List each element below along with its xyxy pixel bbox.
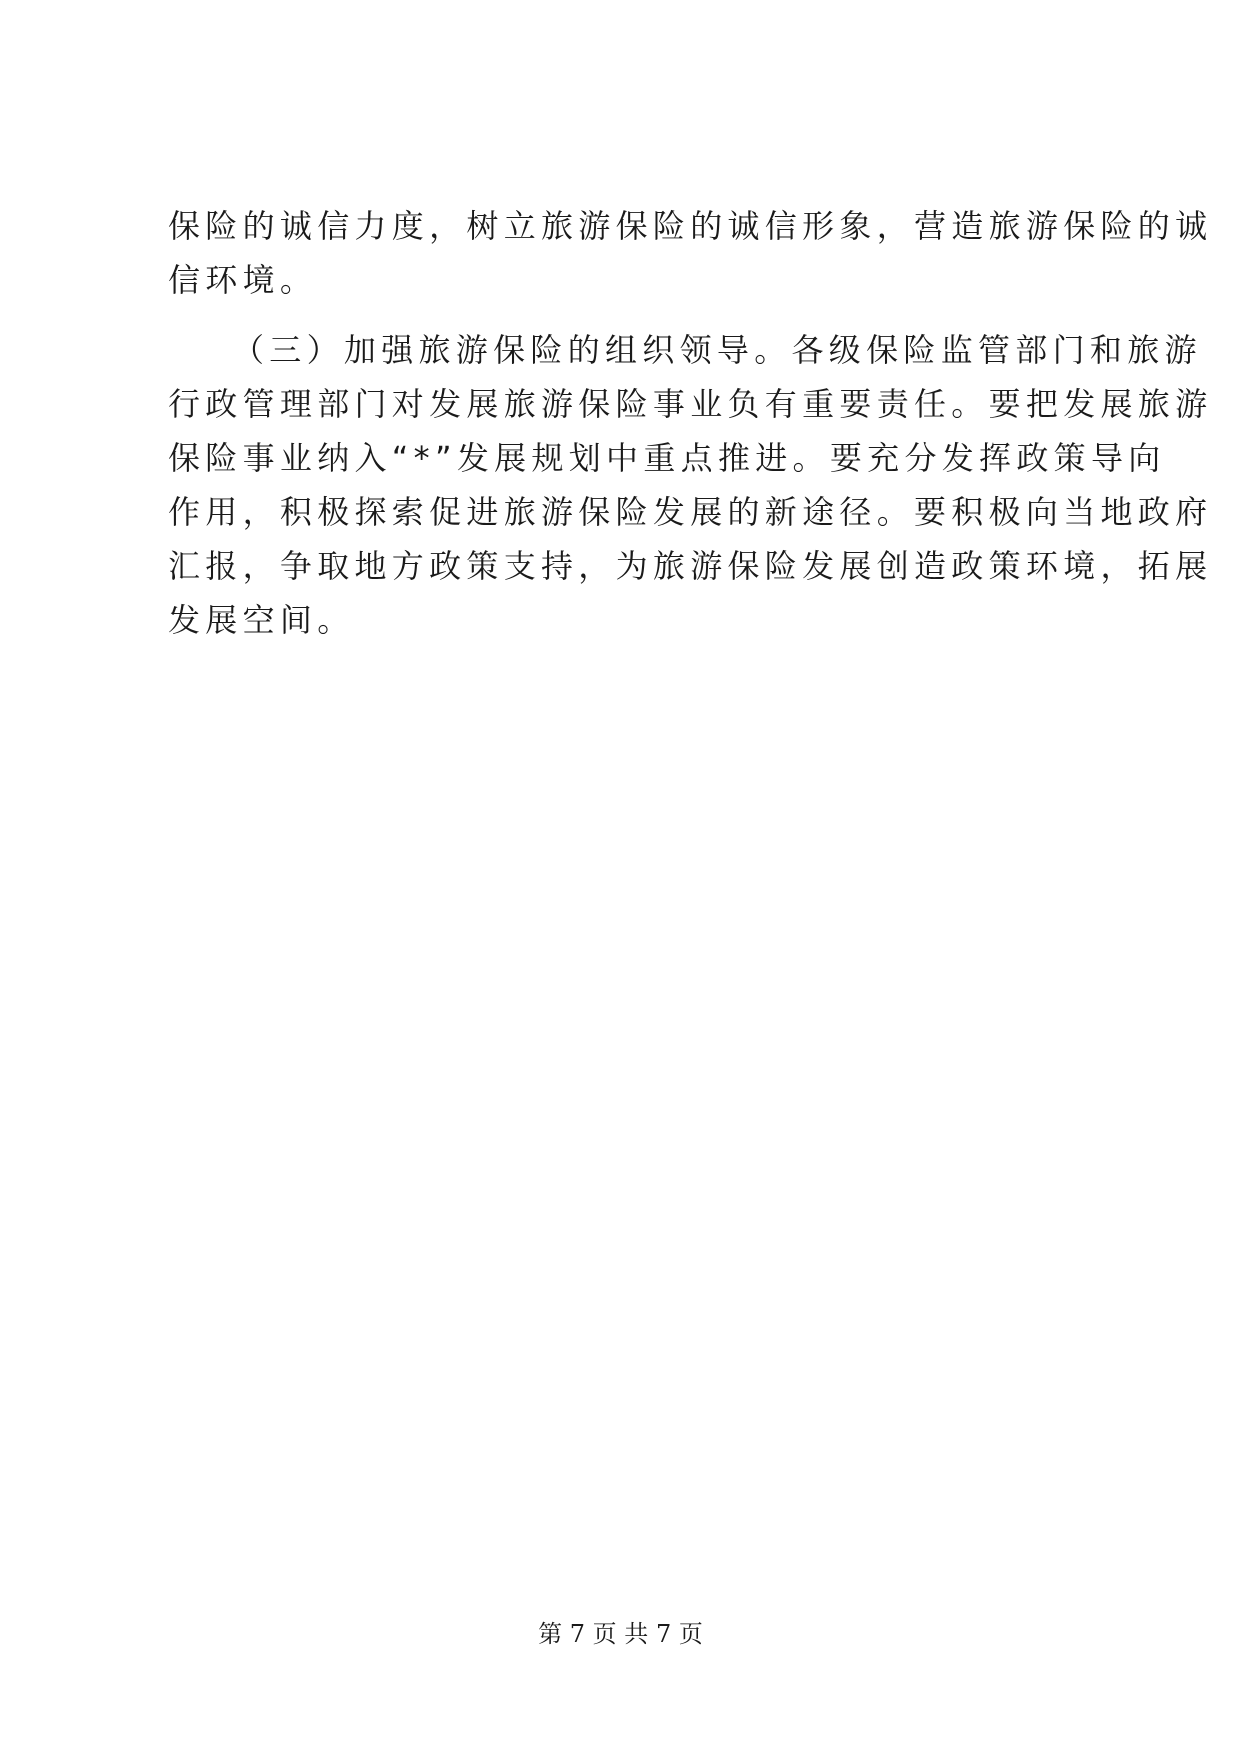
paragraph-spacing [168, 307, 1078, 323]
paragraph-2 [168, 323, 1213, 647]
document-body [168, 199, 1213, 647]
text-line: 信环境。 [168, 261, 318, 299]
text-line: 作用，积极探索促进旅游保险发展的新途径。要积极向当地政府 [168, 493, 1213, 531]
text-line: 汇报，争取地方政策支持，为旅游保险发展创造政策环境，拓展 [168, 547, 1213, 585]
text-line: 保险事业纳入“*”发展规划中重点推进。要充分发挥政策导向 [168, 439, 1166, 477]
text-line: （三）加强旅游保险的组织领导。各级保险监管部门和旅游 [232, 331, 1202, 369]
text-line: 发展空间。 [168, 601, 355, 639]
paragraph-1 [168, 199, 1213, 307]
page-number-footer: 第 7 页 共 7 页 [538, 1620, 703, 1648]
text-line: 保险的诚信力度，树立旅游保险的诚信形象，营造旅游保险的诚 [168, 207, 1213, 245]
text-line: 行政管理部门对发展旅游保险事业负有重要责任。要把发展旅游 [168, 385, 1213, 423]
